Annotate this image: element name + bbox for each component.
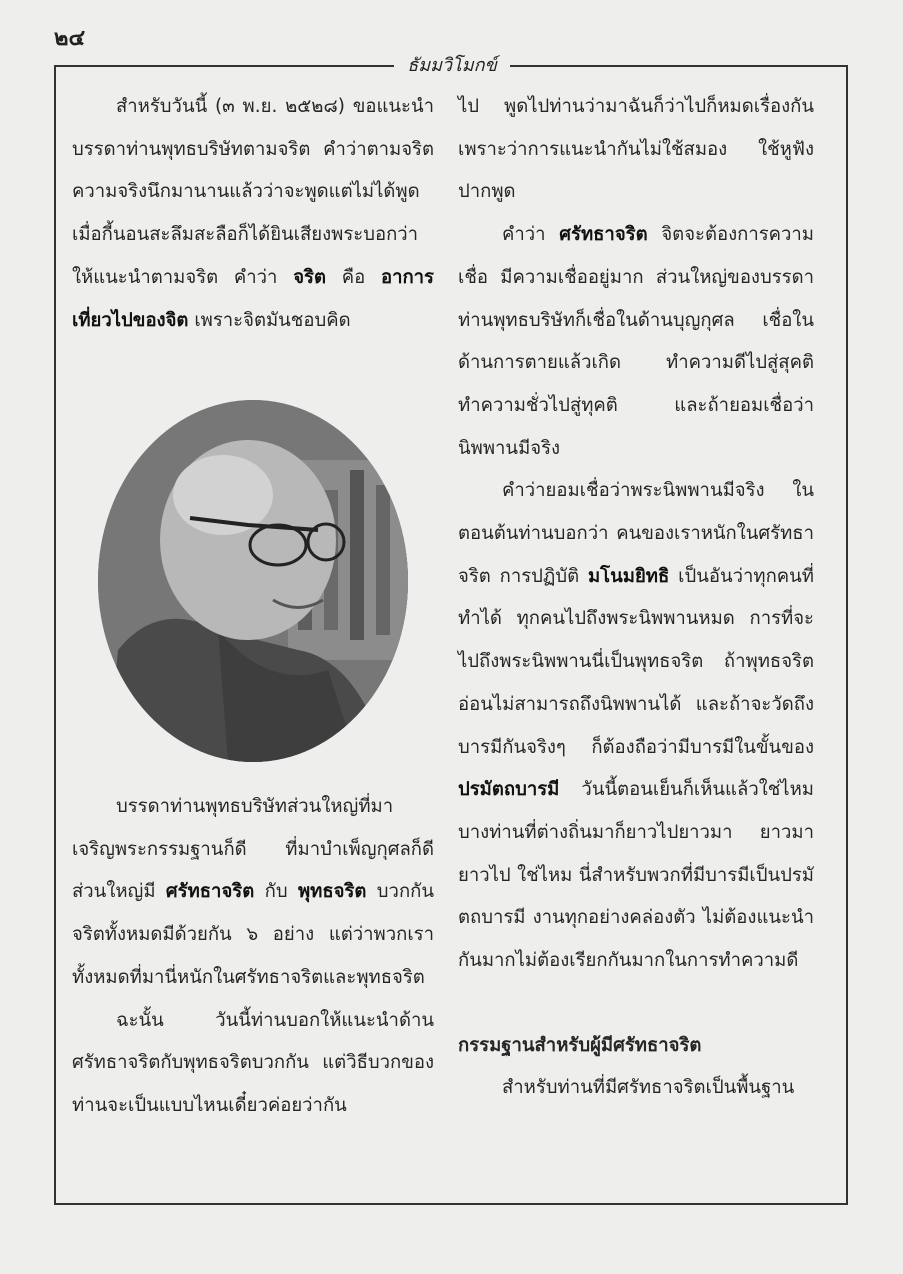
text-run: บรรดาท่านพุทธบริษัทส่วนใหญ่ที่มาเจริญพระกรรมฐานก็ดี ที่มาบำเพ็ญกุศลก็ดี ส่วนใหญ่มี (72, 796, 434, 903)
text-run: กับ (254, 881, 298, 903)
text-run: สำหรับวันนี้ (๓ พ.ย. ๒๕๒๘) ขอแนะนำบรรดาท่านพุทธบริษัทตามจริต คำว่าตามจริตความจริงนึกมานานแล้วว่าจะพูดแต่ไม่ได้พูด เมื่อกี้นอนสะลึมสะลือก็ได้ยินเสียงพระบอกว่า ให้แนะนำตามจริต คำว่า (72, 96, 434, 288)
text-run: คำว่ายอมเชื่อว่าพระนิพพานมีจริง ในตอนต้นท่านบอกว่า คนของเราหนักในศรัทธาจริต การปฏิบัติ (458, 480, 814, 587)
bold-term: มโนมยิทธิ (587, 565, 670, 587)
right-column-paragraphs (458, 86, 814, 983)
right-column-paragraph (458, 470, 814, 982)
right-column-paragraph (458, 86, 814, 214)
text-run: จิตจะต้องการความเชื่อ มีความเชื่ออยู่มาก ส่วนใหญ่ของบรรดาท่านพุทธบริษัทก็เชื่อในด้านบุญกุศล เชื่อในด้านการตายแล้วเกิด ทำความดีไปสู่สุคติ ทำความชั่วไปสู่ทุคติ และถ้ายอมเชื่อว่านิพพานมีจริง (458, 224, 815, 459)
bold-term: ศรัทธาจริต (165, 881, 255, 903)
section-heading: กรรมฐานสำหรับผู้มีศรัทธาจริต (458, 1034, 702, 1056)
bold-term: ปรมัตถบารมี (458, 779, 560, 801)
bold-term: พุทธจริต (297, 881, 367, 903)
left-column-top-paragraph (72, 86, 434, 342)
left-column-bottom-paragraph (72, 1000, 434, 1128)
right-column (458, 86, 814, 1110)
text-run: ฉะนั้น วันนี้ท่านบอกให้แนะนำด้านศรัทธาจริตกับพุทธจริตบวกกัน แต่วิธีบวกของท่านจะเป็นแบบไหนเดี๋ยวค่อยว่ากัน (72, 1009, 434, 1116)
text-run: ไป พูดไปท่านว่ามาฉันก็ว่าไปก็หมดเรื่องกัน เพราะว่าการแนะนำกันไม่ใช้สมอง ใช้หูฟังปากพูด (458, 96, 814, 203)
monk-portrait-photo (98, 400, 408, 762)
text-run: คือ (325, 266, 381, 288)
running-header-title: ธัมมวิโมกข์ (407, 55, 497, 76)
text-run: คำว่า (502, 224, 560, 246)
bold-term: อาการเที่ยวไปของจิต (72, 266, 434, 331)
left-column-top (72, 86, 434, 342)
section-first-line: สำหรับท่านที่มีศรัทธาจริตเป็นพื้นฐาน (502, 1077, 795, 1099)
text-run: บวกกัน จริตทั้งหมดมีด้วยกัน ๖ อย่าง แต่ว่าพวกเราทั้งหมดที่มานี่หนักในศรัทธาจริตและพุทธจริต (72, 881, 434, 988)
text-run: เป็นอันว่าทุกคนที่ทำได้ ทุกคนไปถึงพระนิพพานหมด การที่จะไปถึงพระนิพพานนี่เป็นพุทธจริต ถ้าพุทธจริตอ่อนไม่สามารถถึงนิพพานได้ และถ้าจะวัดถึงบารมีกันจริงๆ ก็ต้องถือว่ามีบารมีในขั้นของ (458, 565, 815, 758)
text-run: เพราะจิตมันชอบคิด (188, 309, 351, 331)
bold-term: ศรัทธาจริต (559, 224, 648, 246)
bold-term: จริต (293, 266, 326, 288)
left-column-bottom-paragraph (72, 786, 434, 1000)
section-spacer (458, 983, 814, 1025)
right-column-paragraph (458, 214, 814, 470)
page-number: ๒๔ (54, 26, 86, 51)
text-run: วันนี้ตอนเย็นก็เห็นแล้วใช่ไหม บางท่านที่ต่างถิ่นมาก็ยาวไปยาวมา ยาวมายาวไป ใช่ไหม นี่สำหรับพวกที่มีบารมีเป็นปรมัตถบารมี งานทุกอย่างคล่องตัว ไม่ต้องแนะนำกันมากไม่ต้องเรียกกันมากในการทำความดี (458, 779, 814, 972)
left-column-bottom (72, 786, 434, 1128)
